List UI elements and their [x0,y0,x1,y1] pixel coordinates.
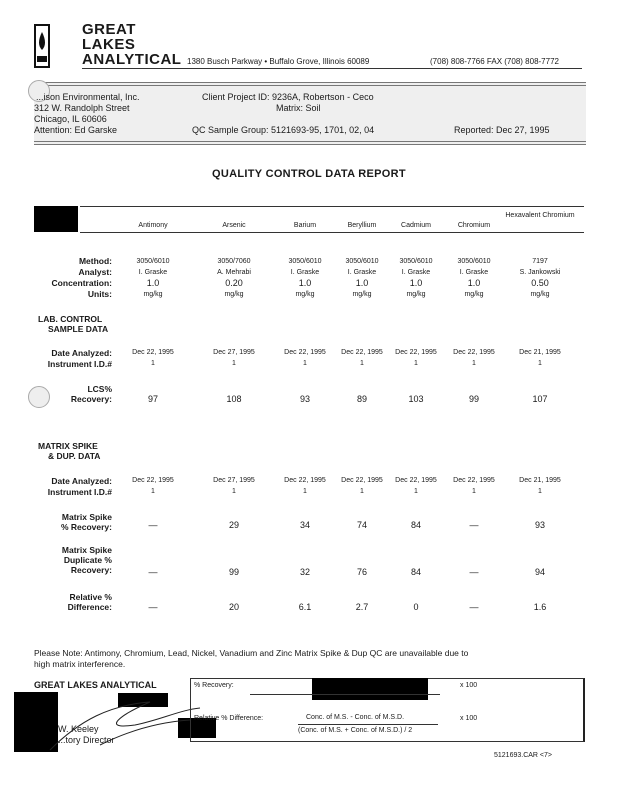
ms-recovery-cell: 29 [228,520,239,530]
lcs-instrument-cell: 1 [303,360,307,367]
interference-note: Please Note: Antimony, Chromium, Lead, Nickel, Vanadium and Zinc Matrix Spike & Dup QC are unavailable due to high matrix interference. [34,648,469,669]
logo-line: LAKES [82,36,136,53]
lcs-recovery-cell: 103 [408,394,424,404]
analyst-value: I. Graske [401,269,431,276]
lcs-recovery-cell: 89 [356,394,367,404]
lcs-heading-line: LAB. CONTROL [38,314,103,324]
lcs-instrument-cell: 1 [472,360,476,367]
column-header: Beryllium [347,222,377,229]
analyst-value: S. Jankowski [519,269,561,276]
method-value: 3050/6010 [288,258,322,265]
method-value: 3050/6010 [457,258,491,265]
rpd-label [34,592,112,612]
lcs-date-cell: Dec 22, 1995 [453,349,495,356]
client-matrix: Matrix: Soil [276,103,321,113]
lcs-date-cell: Dec 22, 1995 [341,349,383,356]
lcs-date-cell: Dec 21, 1995 [519,349,561,356]
ms-recovery-cell: 93 [534,520,545,530]
lcs-date-cell: Dec 22, 1995 [132,349,174,356]
spike-date-cell: Dec 27, 1995 [213,477,255,484]
lcs-recovery-label-line: LCS% [87,384,112,394]
msd-label-line: Matrix Spike [61,545,112,555]
rpd-cell: 20 [228,602,239,612]
msd-recovery-cell: — [469,567,479,577]
lcs-instrument-cell: 1 [414,360,418,367]
msd-recovery-cell: — [148,567,158,577]
company-logo-text [82,22,181,67]
client-city: Chicago, IL 60606 [34,114,107,124]
spike-instrument-cell: 1 [360,488,364,495]
msd-label-line: Duplicate % [63,555,112,565]
spike-heading [38,441,100,461]
units-value: mg/kg [224,291,244,298]
formula-denominator: (Conc. of M.S. + Conc. of M.S.D.) / 2 [298,727,413,734]
column-header-rule-top [80,206,584,207]
units-value: mg/kg [295,291,315,298]
spike-instrument-cell: 1 [151,488,155,495]
lcs-instrument-cell: 1 [538,360,542,367]
analyst-value: I. Graske [138,269,168,276]
analyst-value: I. Graske [459,269,489,276]
client-street: 312 W. Randolph Street [34,103,130,113]
ms-label-line: Matrix Spike [61,512,112,522]
company-address: 1380 Busch Parkway • Buffalo Grove, Illinois 60089 [187,57,370,66]
lcs-instrument-cell: 1 [151,360,155,367]
msd-recovery-cell: 99 [228,567,239,577]
concentration-value: 1.0 [467,278,481,288]
client-attention: Attention: Ed Garske [34,125,118,135]
lcs-recovery-cell: 107 [532,394,548,404]
column-header: Antimony [138,222,168,229]
column-header: Cadmium [401,222,431,229]
method-value: 3050/7060 [217,258,251,265]
lcs-date-cell: Dec 22, 1995 [395,349,437,356]
ms-label-line: % Recovery: [60,522,112,532]
redaction-block [34,206,78,232]
signer-name: W. Keeley [58,724,99,734]
spike-instrument-label: Instrument I.D.# [47,487,112,497]
lcs-recovery-cell: 108 [226,394,242,404]
analyst-label: Analyst: [78,267,112,277]
ms-recovery-cell: 34 [299,520,310,530]
ms-recovery-cell: 84 [410,520,421,530]
relative-difference-label: Relative % Difference: [194,715,264,722]
logo-mark [34,24,50,68]
lcs-heading-line: SAMPLE DATA [48,324,109,334]
units-value: mg/kg [143,291,163,298]
lcs-recovery-label [34,384,112,404]
logo-line: ANALYTICAL [82,51,182,68]
spike-instrument-cell: 1 [232,488,236,495]
spike-date-cell: Dec 22, 1995 [395,477,437,484]
spike-date-cell: Dec 22, 1995 [284,477,326,484]
rpd-label-line: Relative % [69,592,112,602]
rpd-label-line: Difference: [67,602,112,612]
lcs-date-cell: Dec 27, 1995 [213,349,255,356]
ms-recovery-label [34,512,112,532]
client-name: ...ison Environmental, Inc. [36,92,140,102]
spike-date-cell: Dec 22, 1995 [341,477,383,484]
analyst-value: I. Graske [290,269,320,276]
spike-date-cell: Dec 21, 1995 [519,477,561,484]
column-header: Arsenic [222,222,246,229]
redaction-block [312,678,428,700]
spike-instrument-cell: 1 [414,488,418,495]
msd-label-line: Recovery: [70,565,112,575]
page-reference: 5121693.CAR <7> [494,752,552,759]
lcs-instrument-label: Instrument I.D.# [47,359,112,369]
lcs-date-cell: Dec 22, 1995 [284,349,326,356]
pct-recovery-label: % Recovery: [194,682,234,689]
concentration-value: 1.0 [298,278,312,288]
report-title: QUALITY CONTROL DATA REPORT [212,168,406,180]
column-header: Barium [293,222,317,229]
company-phone: (708) 808-7766 FAX (708) 808-7772 [430,57,559,66]
column-header: Chromium [457,222,491,229]
formula-numerator: Conc. of M.S. - Conc. of M.S.D. [306,714,405,721]
x100-b: x 100 [460,715,478,722]
concentration-value: 1.0 [355,278,369,288]
header-rule [82,68,582,69]
ms-recovery-cell: — [469,520,479,530]
lcs-instrument-cell: 1 [232,360,236,367]
spike-heading-line: & DUP. DATA [48,451,101,461]
client-project-id: Client Project ID: 9236A, Robertson - Ceco [202,92,374,102]
units-value: mg/kg [464,291,484,298]
reported-date: Reported: Dec 27, 1995 [454,125,550,135]
ms-recovery-cell: — [148,520,158,530]
units-value: mg/kg [352,291,372,298]
spike-instrument-cell: 1 [538,488,542,495]
spike-date-label: Date Analyzed: [51,476,112,486]
spike-heading-line: MATRIX SPIKE [38,441,98,451]
rpd-cell: 1.6 [533,602,547,612]
footer-company: GREAT LAKES ANALYTICAL [34,680,157,690]
rpd-cell: — [469,602,479,612]
ms-recovery-cell: 74 [356,520,367,530]
x100-a: x 100 [460,682,478,689]
signer-title: ...tory Director [58,735,115,745]
fraction-bar [298,724,438,725]
method-label: Method: [78,256,112,266]
msd-recovery-cell: 94 [534,567,545,577]
concentration-value: 1.0 [146,278,160,288]
units-label: Units: [87,289,112,299]
logo-line: GREAT [82,21,136,38]
method-value: 3050/6010 [136,258,170,265]
lcs-date-label: Date Analyzed: [51,348,112,358]
method-value: 3050/6010 [399,258,433,265]
lcs-recovery-cell: 93 [299,394,310,404]
rpd-cell: — [148,602,158,612]
concentration-value: 1.0 [409,278,423,288]
column-header: Hexavalent Chromium [505,212,575,219]
rpd-cell: 6.1 [298,602,312,612]
lcs-heading [38,314,108,334]
units-value: mg/kg [530,291,550,298]
concentration-label: Concentration: [51,278,112,288]
lcs-recovery-cell: 97 [147,394,158,404]
fraction-bar [250,694,440,695]
analyst-value: A. Mehrabi [217,269,251,276]
spike-instrument-cell: 1 [472,488,476,495]
concentration-value: 0.20 [225,278,243,288]
spike-instrument-cell: 1 [303,488,307,495]
method-value: 7197 [532,258,548,265]
msd-recovery-cell: 84 [410,567,421,577]
rpd-cell: 0 [413,602,419,612]
column-header-rule-bottom [80,232,584,233]
spike-date-cell: Dec 22, 1995 [132,477,174,484]
lcs-recovery-label-line: Recovery: [70,394,112,404]
analyst-value: I. Graske [347,269,377,276]
lcs-recovery-cell: 99 [468,394,479,404]
msd-recovery-cell: 32 [299,567,310,577]
lcs-instrument-cell: 1 [360,360,364,367]
spike-date-cell: Dec 22, 1995 [453,477,495,484]
method-value: 3050/6010 [345,258,379,265]
msd-recovery-label [34,545,112,575]
msd-recovery-cell: 76 [356,567,367,577]
units-value: mg/kg [406,291,426,298]
qc-sample-group: QC Sample Group: 5121693-95, 1701, 02, 04 [192,125,375,135]
concentration-value: 0.50 [531,278,549,288]
rpd-cell: 2.7 [355,602,369,612]
